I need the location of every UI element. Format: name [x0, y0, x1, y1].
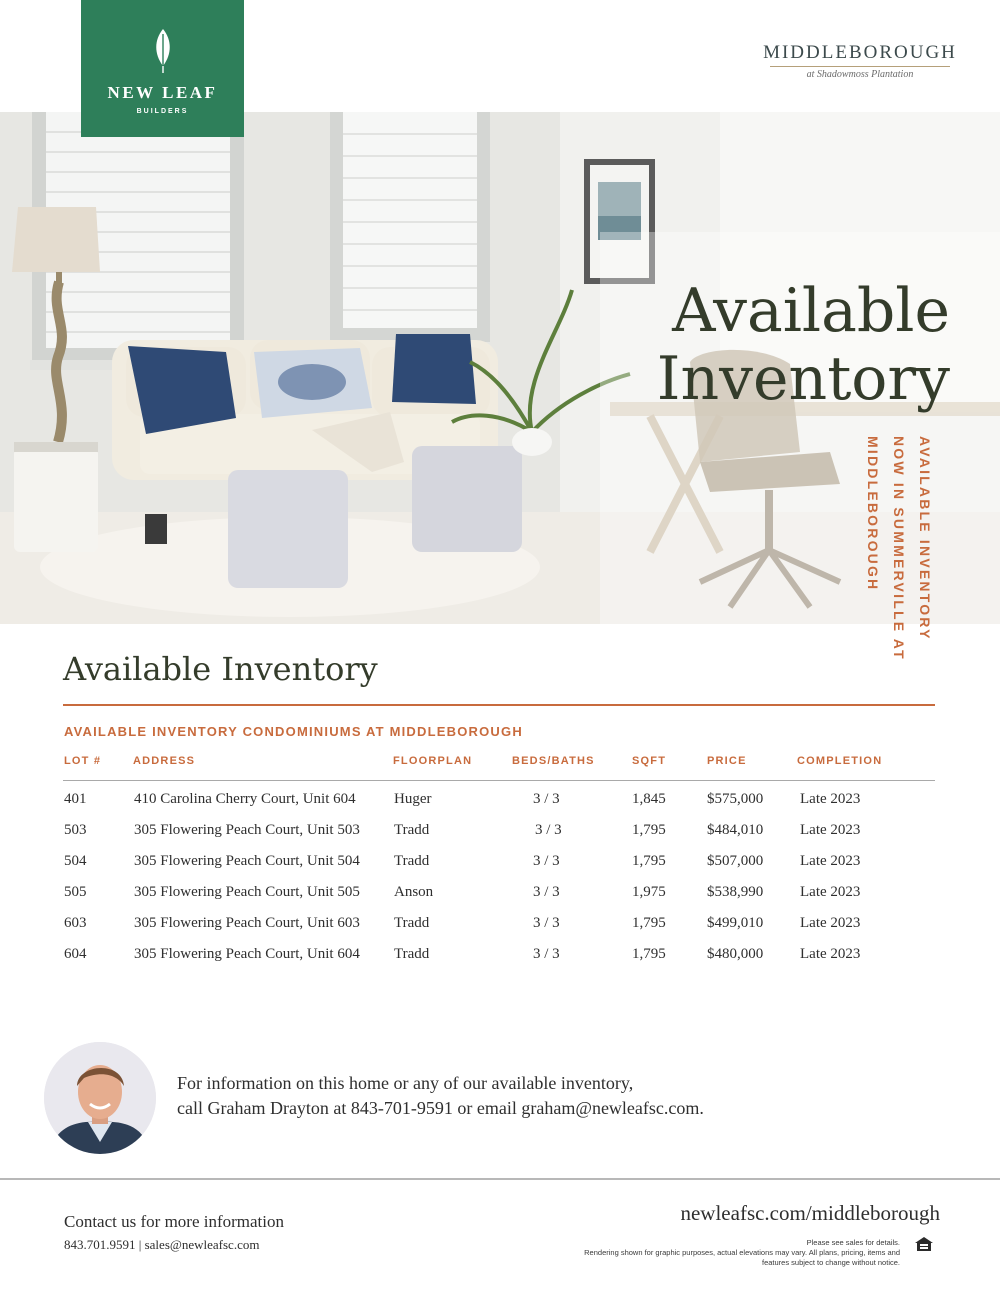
hero-photo [0, 112, 1000, 624]
lot-cell: 401 [64, 791, 87, 807]
disclaimer [460, 1238, 900, 1268]
community-subtitle: at Shadowmoss Plantation [806, 69, 914, 80]
disclaimer-line-2: Rendering shown for graphic purposes, actual elevations may vary. All plans, pricing, items and [584, 1248, 900, 1257]
agent-avatar [44, 1042, 156, 1154]
table-row [0, 791, 1000, 822]
price-cell: $538,990 [707, 884, 764, 900]
hero-title [560, 277, 950, 413]
contact-line-1: For information on this home or any of our available inventory, [177, 1073, 634, 1093]
middleborough-logo [760, 42, 960, 80]
community-name: MIDDLEBOROUGH [763, 42, 957, 63]
lot-cell: 603 [64, 915, 87, 931]
contact-message [177, 1071, 877, 1121]
floorplan-cell: Huger [394, 791, 432, 807]
table-row [0, 884, 1000, 915]
beds-baths-cell: 3 / 3 [535, 822, 562, 838]
column-header-completion: COMPLETION [797, 755, 883, 767]
floorplan-cell: Tradd [394, 946, 430, 962]
logo-divider [770, 66, 950, 67]
address-cell: 305 Flowering Peach Court, Unit 503 [134, 822, 360, 838]
table-row [0, 853, 1000, 884]
address-cell: 305 Flowering Peach Court, Unit 604 [134, 946, 360, 962]
agent-portrait [44, 1042, 156, 1154]
price-cell: $480,000 [707, 946, 764, 962]
footer-heading: Contact us for more information [64, 1212, 285, 1231]
table-row [0, 822, 1000, 853]
address-cell: 305 Flowering Peach Court, Unit 504 [134, 853, 360, 869]
column-header-beds-baths: BEDS/BATHS [512, 755, 595, 767]
leaf-icon [152, 28, 174, 74]
price-cell: $499,010 [707, 915, 764, 931]
floorplan-cell: Tradd [394, 822, 430, 838]
header-divider [63, 780, 935, 781]
hero-title-line-1: Available [672, 276, 950, 346]
center-window [330, 112, 490, 342]
floorplan-cell: Tradd [394, 915, 430, 931]
inventory-title: Available Inventory [63, 650, 378, 688]
address-cell: 410 Carolina Cherry Court, Unit 604 [134, 791, 356, 807]
table-caption: AVAILABLE INVENTORY CONDOMINIUMS AT MIDDLEBOROUGH [64, 724, 523, 739]
column-header-lot: LOT # [64, 755, 102, 767]
floorplan-cell: Anson [394, 884, 434, 900]
navy-pillow-left [128, 346, 236, 434]
lot-cell: 604 [64, 946, 87, 962]
disclaimer-line-1: Please see sales for details. [806, 1238, 900, 1247]
sqft-cell: 1,795 [632, 915, 666, 931]
address-cell: 305 Flowering Peach Court, Unit 505 [134, 884, 360, 900]
column-header-floorplan: FLOORPLAN [393, 755, 473, 767]
vertical-tagline: AVAILABLE INVENTORY NOW IN SUMMERVILLE AT MIDDLEBOROUGH [865, 436, 933, 661]
sqft-cell: 1,845 [632, 791, 666, 807]
hero-title-line-2: Inventory [656, 344, 950, 414]
brand-subtitle: BUILDERS [136, 108, 189, 115]
beds-baths-cell: 3 / 3 [533, 853, 560, 869]
column-header-price: PRICE [707, 755, 747, 767]
footer-divider [0, 1178, 1000, 1180]
table-row [0, 915, 1000, 946]
sqft-cell: 1,795 [632, 946, 666, 962]
ottoman-right [412, 446, 522, 552]
website-link[interactable]: newleafsc.com/middleborough [680, 1201, 940, 1225]
completion-cell: Late 2023 [800, 884, 861, 900]
price-cell: $575,000 [707, 791, 764, 807]
price-cell: $507,000 [707, 853, 764, 869]
completion-cell: Late 2023 [800, 915, 861, 931]
sqft-cell: 1,975 [632, 884, 666, 900]
completion-cell: Late 2023 [800, 822, 861, 838]
price-cell: $484,010 [707, 822, 764, 838]
sqft-cell: 1,795 [632, 853, 666, 869]
completion-cell: Late 2023 [800, 946, 861, 962]
beds-baths-cell: 3 / 3 [533, 946, 560, 962]
new-leaf-logo[interactable] [81, 0, 244, 137]
footer-contact-line: 843.701.9591 | sales@newleafsc.com [64, 1237, 260, 1252]
equal-housing-icon [914, 1236, 934, 1252]
beds-baths-cell: 3 / 3 [533, 791, 560, 807]
column-header-address: ADDRESS [133, 755, 196, 767]
beds-baths-cell: 3 / 3 [533, 915, 560, 931]
lot-cell: 503 [64, 822, 87, 838]
brand-name: NEW LEAF [107, 83, 218, 102]
disclaimer-line-3: features subject to change without notice. [761, 1258, 900, 1267]
lot-cell: 505 [64, 884, 87, 900]
table-row [0, 946, 1000, 977]
sqft-cell: 1,795 [632, 822, 666, 838]
navy-pillow-right [392, 334, 476, 404]
completion-cell: Late 2023 [800, 791, 861, 807]
ottoman-left [228, 470, 348, 588]
address-cell: 305 Flowering Peach Court, Unit 603 [134, 915, 360, 931]
lot-cell: 504 [64, 853, 87, 869]
column-header-sqft: SQFT [632, 755, 667, 767]
title-divider [63, 704, 935, 706]
side-table [14, 442, 98, 552]
floorplan-cell: Tradd [394, 853, 430, 869]
contact-line-2: call Graham Drayton at 843-701-9591 or email graham@newleafsc.com. [177, 1098, 704, 1118]
beds-baths-cell: 3 / 3 [533, 884, 560, 900]
completion-cell: Late 2023 [800, 853, 861, 869]
